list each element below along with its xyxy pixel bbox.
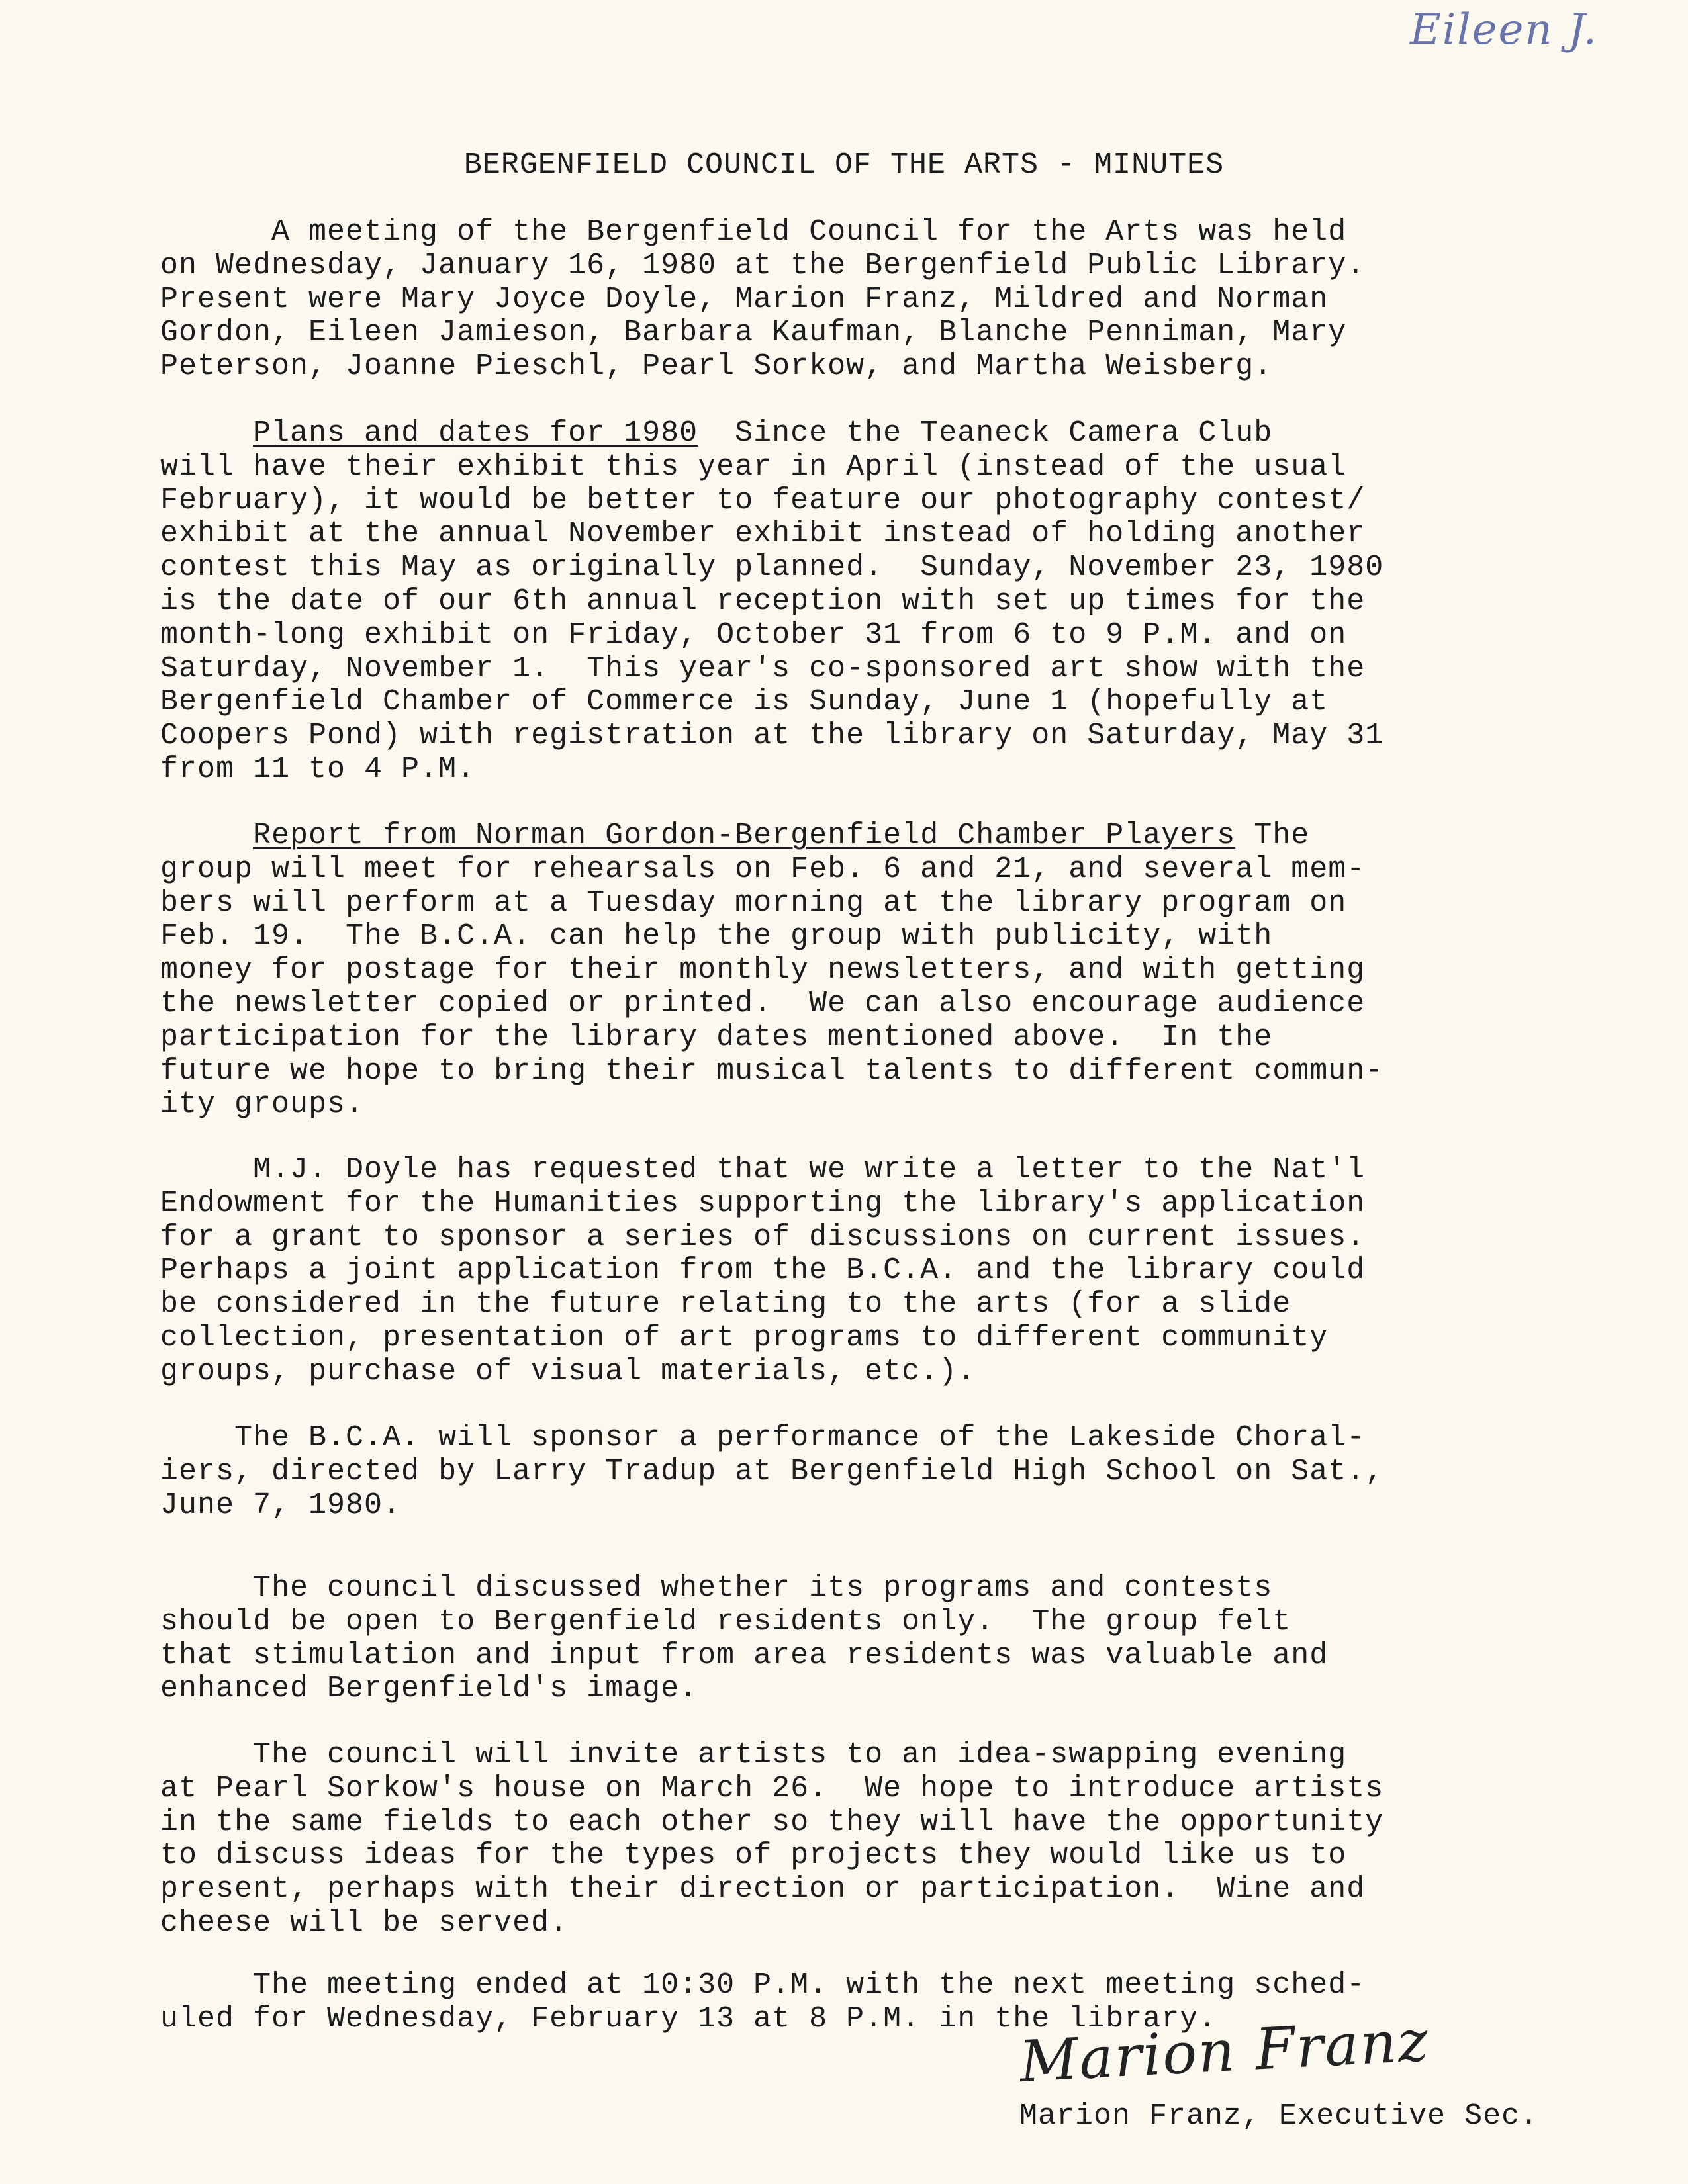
text-line: The meeting ended at 10:30 P.M. with the next meeting sched- (160, 1968, 1366, 2002)
text-line: in the same fields to each other so they will have the opportunity (160, 1805, 1384, 1839)
text-line: Feb. 19. The B.C.A. can help the group with publicity, with (160, 919, 1273, 954)
text-line: group will meet for rehearsals on Feb. 6 and 21, and several mem- (160, 852, 1366, 886)
text-line: Gordon, Eileen Jamieson, Barbara Kaufman, Blanche Penniman, Mary (160, 316, 1347, 350)
text-line: The B.C.A. will sponsor a performance of the Lakeside Choral- (160, 1421, 1366, 1455)
text-line: from 11 to 4 P.M. (160, 752, 476, 786)
text-line: The council will invite artists to an idea-swapping evening (160, 1738, 1347, 1772)
section-heading: Plans and dates for 1980 (253, 416, 698, 450)
text-line: groups, purchase of visual materials, etc.). (160, 1354, 976, 1388)
text-line: iers, directed by Larry Tradup at Bergenfield High School on Sat., (160, 1454, 1384, 1488)
text-line: the newsletter copied or printed. We can also encourage audience (160, 986, 1366, 1021)
paragraph-residency (160, 1572, 1328, 1706)
text-line: bers will perform at a Tuesday morning at the library program on (160, 886, 1347, 920)
paragraph-humanities-grant (160, 1154, 1365, 1389)
section-heading: Report from Norman Gordon-Bergenfield Chamber Players (253, 819, 1236, 852)
text-line: Endowment for the Humanities supporting the library's application (160, 1186, 1366, 1220)
text-line: be considered in the future relating to the arts (for a slide (160, 1287, 1291, 1322)
text-line: month-long exhibit on Friday, October 31 from 6 to 9 P.M. and on (160, 617, 1347, 652)
text-line: on Wednesday, January 16, 1980 at the Bergenfield Public Library. (160, 248, 1366, 283)
text-line: participation for the library dates mentioned above. In the (160, 1020, 1273, 1054)
text-line: Plans and dates for 1980 Since the Teaneck Camera Club (253, 416, 1273, 450)
text-line: uled for Wednesday, February 13 at 8 P.M. in the library. (160, 2001, 1217, 2036)
paragraph-chamber-players (160, 819, 1383, 1122)
text-line: Present were Mary Joyce Doyle, Marion Franz, Mildred and Norman (160, 282, 1329, 316)
text-line: at Pearl Sorkow's house on March 26. We hope to introduce artists (160, 1771, 1384, 1805)
text-line: February), it would be better to feature our photography contest/ (160, 483, 1366, 518)
text-line: cheese will be served. (160, 1905, 569, 1940)
text-line: Coopers Pond) with registration at the library on Saturday, May 31 (160, 719, 1384, 753)
handwritten-annotation: Eileen J. (1410, 5, 1598, 54)
text-line: ity groups. (160, 1087, 365, 1122)
text-line: Peterson, Joanne Pieschl, Pearl Sorkow, and Martha Weisberg. (160, 349, 1273, 384)
text-line: that stimulation and input from area residents was valuable and (160, 1638, 1329, 1672)
text-line: exhibit at the annual November exhibit instead of holding another (160, 517, 1366, 551)
text-line: contest this May as originally planned. Sunday, November 23, 1980 (160, 551, 1384, 585)
text-line: Report from Norman Gordon-Bergenfield Chamber Players The (253, 819, 1310, 852)
signer-name-title: Marion Franz, Executive Sec. (1019, 2099, 1539, 2133)
text-line: A meeting of the Bergenfield Council for the Arts was held (160, 215, 1347, 249)
text-line: will have their exhibit this year in April (instead of the usual (160, 449, 1347, 484)
text-line: money for postage for their monthly newsletters, and with getting (160, 953, 1366, 987)
text-line: M.J. Doyle has requested that we write a letter to the Nat'l (160, 1153, 1366, 1187)
text-line: to discuss ideas for the types of projects they would like us to (160, 1839, 1347, 1873)
text-line: June 7, 1980. (160, 1488, 402, 1522)
paragraph-lakeside-choraliers (160, 1422, 1383, 1522)
text-line: should be open to Bergenfield residents only. The group felt (160, 1604, 1291, 1639)
paragraph-attendance (160, 216, 1365, 384)
text-line: is the date of our 6th annual reception with set up times for the (160, 584, 1366, 618)
text-line: enhanced Bergenfield's image. (160, 1672, 698, 1706)
paragraph-plans-1980 (160, 417, 1383, 787)
text-line: Bergenfield Chamber of Commerce is Sunday, June 1 (hopefully at (160, 685, 1329, 719)
handwritten-signature: Marion Franz (1017, 2007, 1431, 2096)
text-line: for a grant to sponsor a series of discussions on current issues. (160, 1220, 1366, 1254)
document-title: BERGENFIELD COUNCIL OF THE ARTS - MINUTES (463, 148, 1225, 182)
text-line: Perhaps a joint application from the B.C.A. and the library could (160, 1253, 1366, 1288)
text-line: future we hope to bring their musical talents to different commun- (160, 1054, 1384, 1088)
text-line: collection, presentation of art programs to different community (160, 1320, 1329, 1355)
text-line: The council discussed whether its programs and contests (160, 1571, 1273, 1605)
text-line: Saturday, November 1. This year's co-sponsored art show with the (160, 651, 1366, 686)
paragraph-idea-swapping (160, 1739, 1383, 1940)
text-line: present, perhaps with their direction or participation. Wine and (160, 1872, 1366, 1907)
